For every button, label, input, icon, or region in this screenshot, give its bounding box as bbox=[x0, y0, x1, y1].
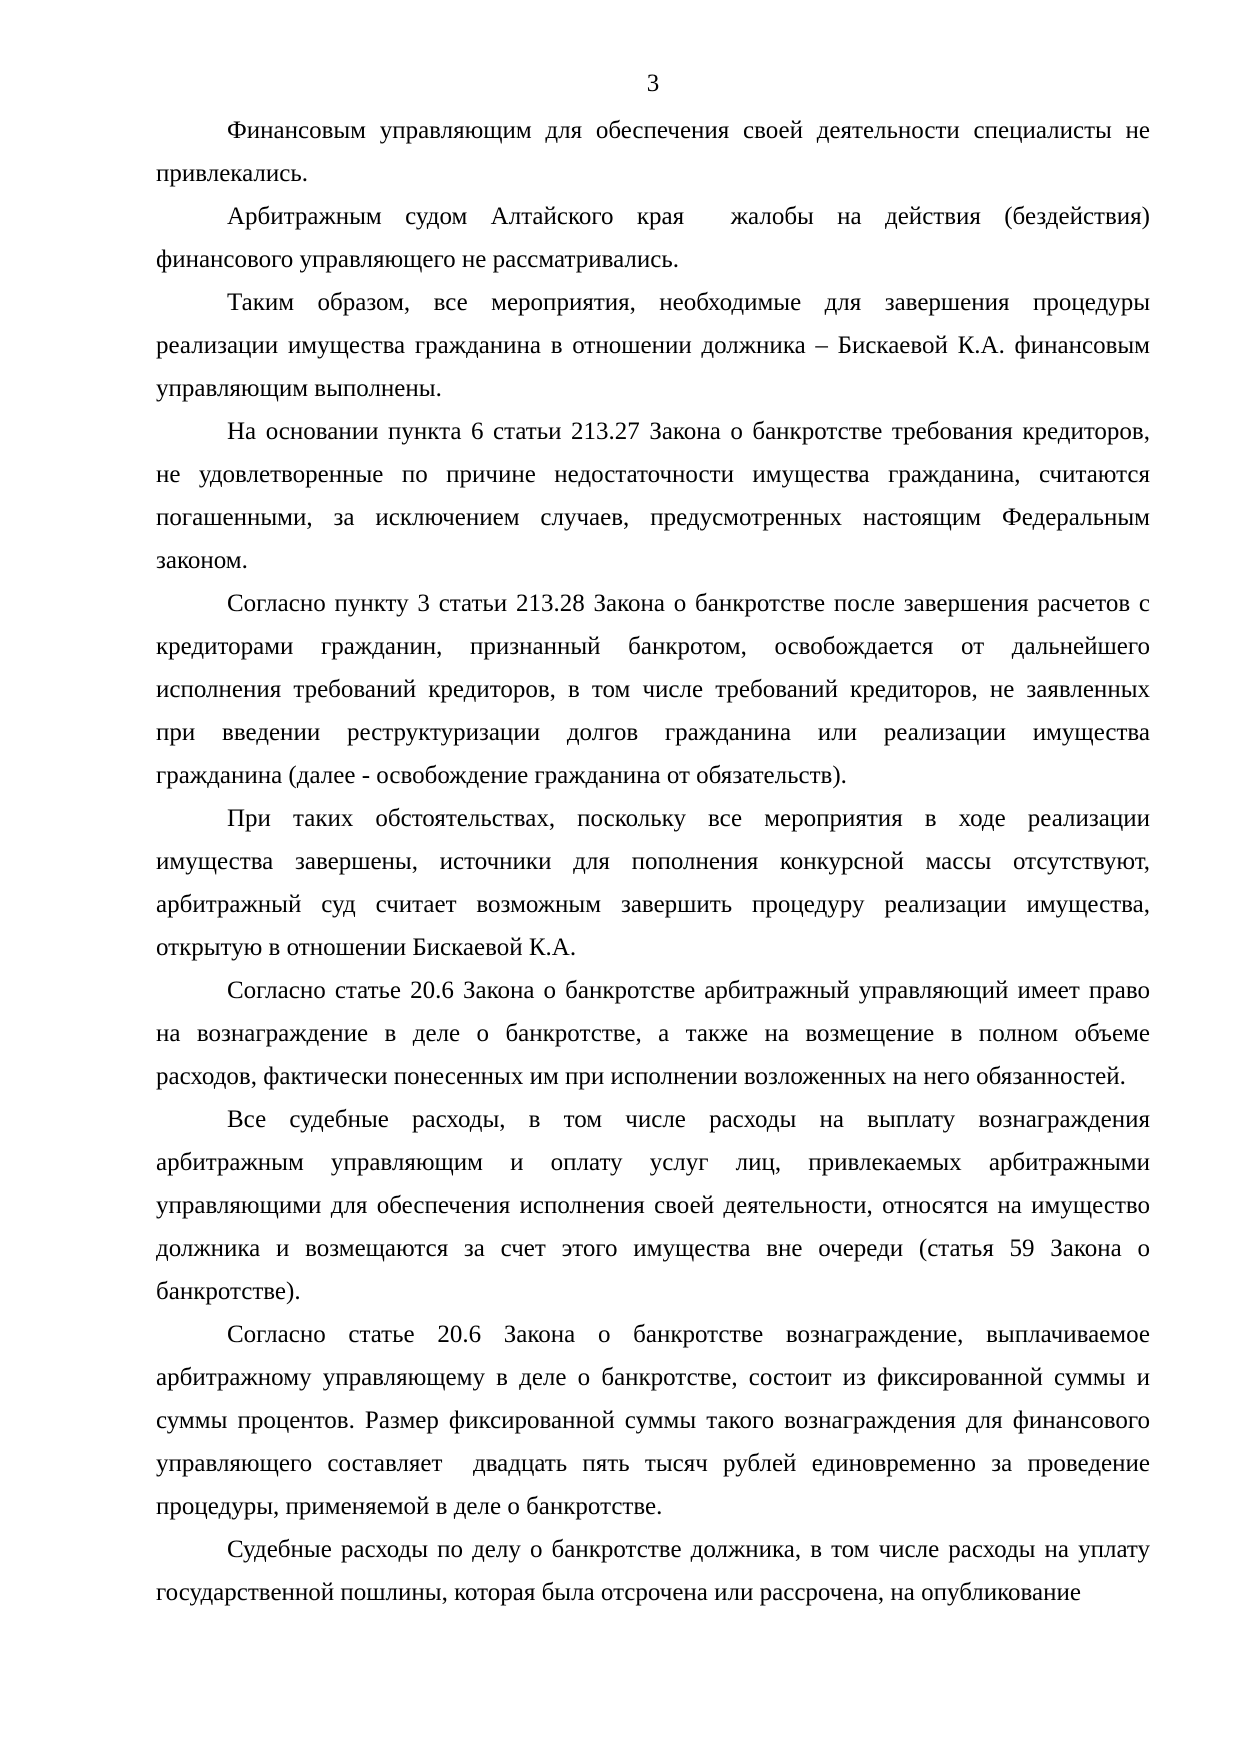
paragraph bbox=[156, 195, 1150, 281]
paragraph bbox=[156, 582, 1150, 797]
text-line: процедуры, применяемой в деле о банкротстве. bbox=[156, 1493, 663, 1520]
text-line: банкротстве). bbox=[156, 1278, 301, 1305]
text-line: погашенными, за исключением случаев, предусмотренных настоящим Федеральным bbox=[156, 504, 1150, 531]
text-line: привлекались. bbox=[156, 160, 308, 187]
paragraph bbox=[156, 281, 1150, 410]
text-line: при введении реструктуризации долгов гражданина или реализации имущества bbox=[156, 719, 1150, 746]
paragraph bbox=[156, 969, 1150, 1098]
text-line: кредиторами гражданин, признанный банкротом, освобождается от дальнейшего bbox=[156, 633, 1150, 660]
paragraph bbox=[156, 1098, 1150, 1313]
text-line: Все судебные расходы, в том числе расходы на выплату вознаграждения bbox=[227, 1106, 1150, 1133]
text-line: На основании пункта 6 статьи 213.27 Закона о банкротстве требования кредиторов, bbox=[227, 418, 1150, 445]
text-line: законом. bbox=[156, 547, 248, 574]
text-line: расходов, фактически понесенных им при исполнении возложенных на него обязанностей. bbox=[156, 1063, 1126, 1090]
paragraph bbox=[156, 797, 1150, 969]
text-line: открытую в отношении Бискаевой К.А. bbox=[156, 934, 577, 961]
text-line: При таких обстоятельствах, поскольку все мероприятия в ходе реализации bbox=[227, 805, 1150, 832]
text-line: должника и возмещаются за счет этого имущества вне очереди (статья 59 Закона о bbox=[156, 1235, 1150, 1262]
text-line: реализации имущества гражданина в отношении должника – Бискаевой К.А. финансовым bbox=[156, 332, 1150, 359]
text-line: Судебные расходы по делу о банкротстве должника, в том числе расходы на уплату bbox=[227, 1536, 1150, 1563]
text-line: арбитражному управляющему в деле о банкротстве, состоит из фиксированной суммы и bbox=[156, 1364, 1150, 1391]
text-line: исполнения требований кредиторов, в том числе требований кредиторов, не заявленных bbox=[156, 676, 1150, 703]
text-line: Согласно статье 20.6 Закона о банкротстве арбитражный управляющий имеет право bbox=[227, 977, 1150, 1004]
text-line: гражданина (далее - освобождение гражданина от обязательств). bbox=[156, 762, 847, 789]
text-line: арбитражный суд считает возможным завершить процедуру реализации имущества, bbox=[156, 891, 1150, 918]
text-line: управляющим выполнены. bbox=[156, 375, 442, 402]
text-line: Арбитражным судом Алтайского края жалобы на действия (бездействия) bbox=[227, 203, 1150, 230]
text-line: суммы процентов. Размер фиксированной суммы такого вознаграждения для финансового bbox=[156, 1407, 1150, 1434]
text-line: на вознаграждение в деле о банкротстве, а также на возмещение в полном объеме bbox=[156, 1020, 1150, 1047]
text-line: государственной пошлины, которая была отсрочена или рассрочена, на опубликование bbox=[156, 1579, 1081, 1606]
document-body bbox=[156, 109, 1150, 1614]
paragraph bbox=[156, 1313, 1150, 1528]
text-line: Согласно пункту 3 статьи 213.28 Закона о банкротстве после завершения расчетов с bbox=[227, 590, 1150, 617]
text-line: управляющего составляет двадцать пять тысяч рублей единовременно за проведение bbox=[156, 1450, 1150, 1477]
page-content bbox=[156, 62, 1150, 1614]
paragraph bbox=[156, 410, 1150, 582]
text-line: Финансовым управляющим для обеспечения своей деятельности специалисты не bbox=[227, 117, 1150, 144]
paragraph bbox=[156, 1528, 1150, 1614]
page-number: 3 bbox=[646, 70, 660, 97]
text-line: Согласно статье 20.6 Закона о банкротстве вознаграждение, выплачиваемое bbox=[227, 1321, 1150, 1348]
paragraph bbox=[156, 109, 1150, 195]
text-line: финансового управляющего не рассматривались. bbox=[156, 246, 679, 273]
text-line: не удовлетворенные по причине недостаточности имущества гражданина, считаются bbox=[156, 461, 1150, 488]
text-line: арбитражным управляющим и оплату услуг лиц, привлекаемых арбитражными bbox=[156, 1149, 1150, 1176]
text-line: Таким образом, все мероприятия, необходимые для завершения процедуры bbox=[227, 289, 1150, 316]
text-line: имущества завершены, источники для пополнения конкурсной массы отсутствуют, bbox=[156, 848, 1150, 875]
text-line: управляющими для обеспечения исполнения своей деятельности, относятся на имущество bbox=[156, 1192, 1150, 1219]
